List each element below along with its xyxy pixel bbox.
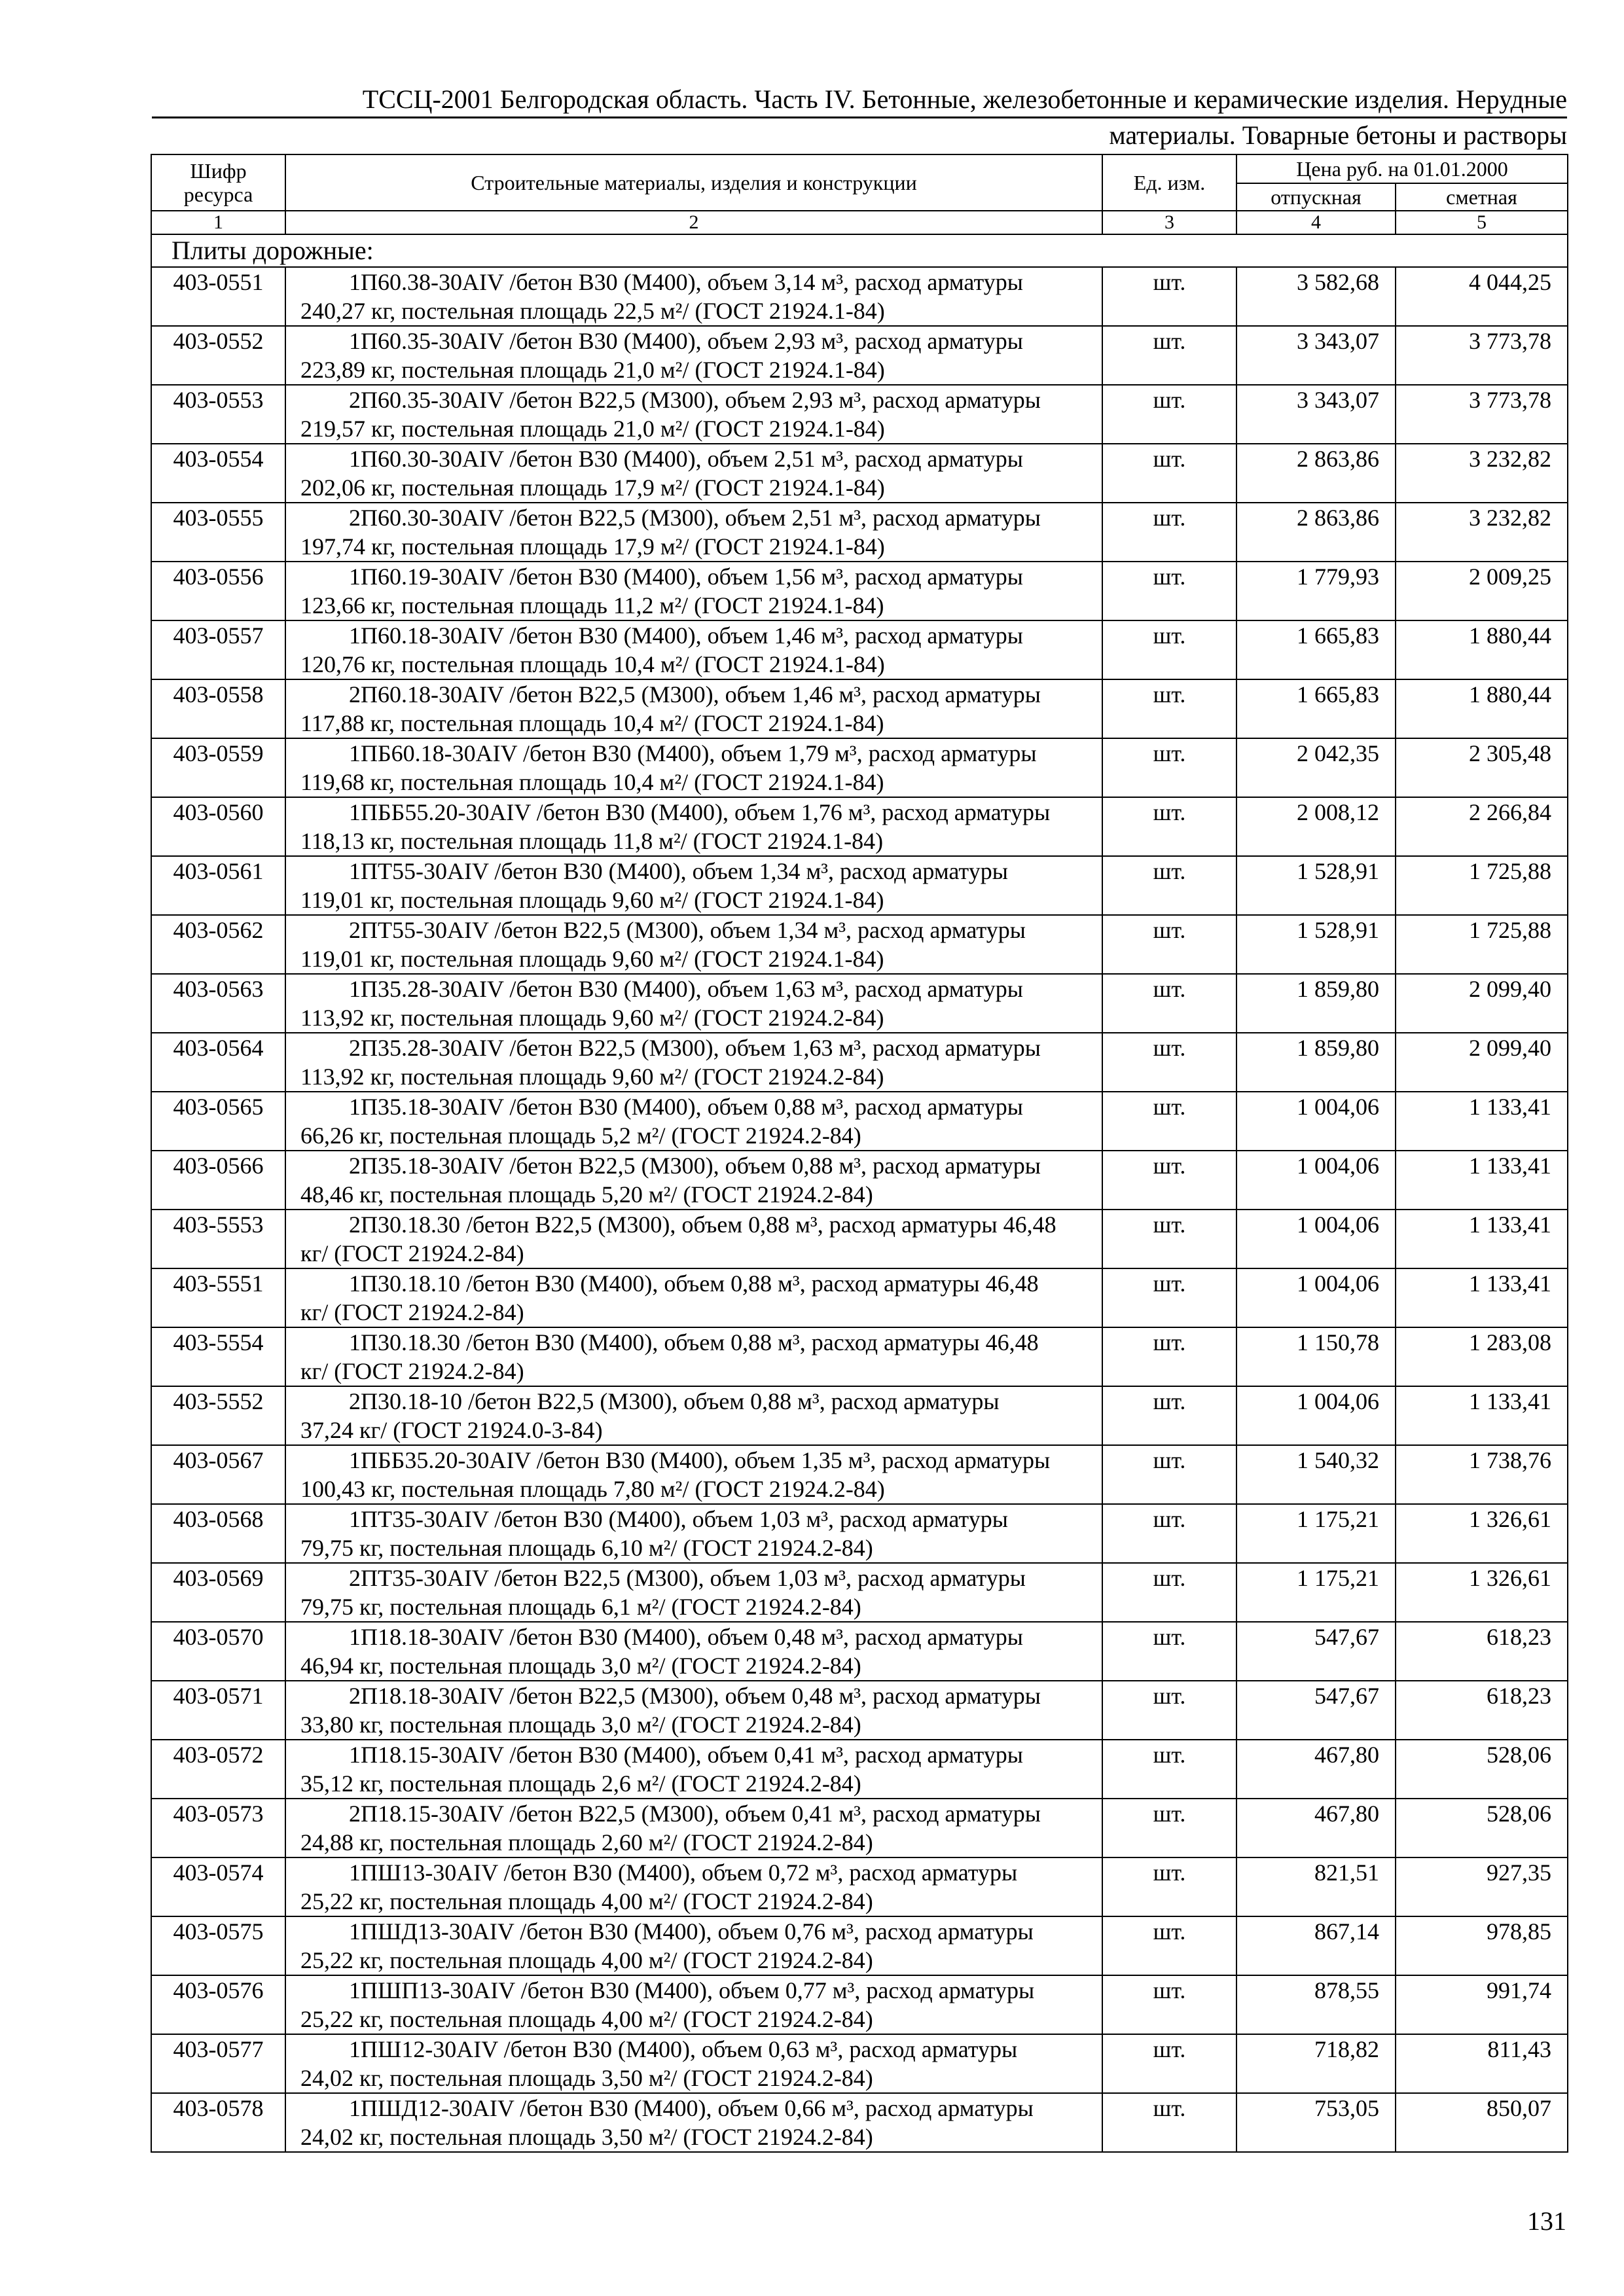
unit-of-measure: шт. (1102, 1563, 1236, 1622)
description-line-1: 1ПББ55.20-30АIV /бетон В30 (М400), объем 1,76 м³, расход арматуры (349, 799, 1051, 825)
page-header (152, 84, 1567, 151)
material-description (285, 1740, 1102, 1799)
table-row (151, 797, 1568, 856)
table-row (151, 1268, 1568, 1327)
estimate-price: 1 133,41 (1396, 1268, 1568, 1327)
header-unit: Ед. изм. (1102, 154, 1236, 211)
material-description (285, 267, 1102, 326)
description-line-1: 1ПБ60.18-30АIV /бетон В30 (М400), объем 1,79 м³, расход арматуры (349, 740, 1037, 766)
table-row (151, 1033, 1568, 1092)
material-description (285, 2093, 1102, 2152)
resource-code: 403-0559 (151, 738, 285, 797)
unit-of-measure: шт. (1102, 385, 1236, 444)
estimate-price: 2 099,40 (1396, 1033, 1568, 1092)
unit-of-measure: шт. (1102, 1857, 1236, 1916)
release-price: 1 779,93 (1236, 562, 1396, 620)
resource-code: 403-0574 (151, 1857, 285, 1916)
table-row (151, 1092, 1568, 1151)
description-line-1: 1ПШД12-30АIV /бетон В30 (М400), объем 0,66 м³, расход арматуры (349, 2095, 1034, 2121)
table-row (151, 679, 1568, 738)
description-line-2: 113,92 кг, постельная площадь 9,60 м²/ (ГОСТ 21924.2-84) (300, 1064, 884, 1090)
description-line-2: кг/ (ГОСТ 21924.2-84) (300, 1240, 524, 1266)
description-line-1: 1П60.30-30АIV /бетон В30 (М400), объем 2,51 м³, расход арматуры (349, 446, 1023, 472)
estimate-price: 3 232,82 (1396, 444, 1568, 503)
release-price: 1 859,80 (1236, 1033, 1396, 1092)
unit-of-measure: шт. (1102, 856, 1236, 915)
material-description (285, 1681, 1102, 1740)
table-row (151, 738, 1568, 797)
table-row (151, 1504, 1568, 1563)
header-price-estimate: сметная (1396, 183, 1568, 211)
unit-of-measure: шт. (1102, 1504, 1236, 1563)
description-line-2: 33,80 кг, постельная площадь 3,0 м²/ (ГОСТ 21924.2-84) (300, 1712, 861, 1738)
column-number: 1 (151, 211, 285, 234)
unit-of-measure: шт. (1102, 1916, 1236, 1975)
page-number: 131 (1527, 2206, 1566, 2236)
resource-code: 403-0566 (151, 1151, 285, 1210)
release-price: 467,80 (1236, 1740, 1396, 1799)
description-line-2: 223,89 кг, постельная площадь 21,0 м²/ (ГОСТ 21924.1-84) (300, 357, 885, 383)
material-description (285, 1386, 1102, 1445)
table-body (151, 234, 1568, 2152)
release-price: 1 665,83 (1236, 620, 1396, 679)
material-description (285, 562, 1102, 620)
material-description (285, 1563, 1102, 1622)
resource-code: 403-0560 (151, 797, 285, 856)
description-line-2: 24,02 кг, постельная площадь 3,50 м²/ (ГОСТ 21924.2-84) (300, 2065, 873, 2091)
release-price: 1 004,06 (1236, 1210, 1396, 1268)
table-row (151, 620, 1568, 679)
section-title: Плиты дорожные: (151, 234, 1568, 267)
table-header (151, 154, 1568, 234)
description-line-2: 118,13 кг, постельная площадь 11,8 м²/ (ГОСТ 21924.1-84) (300, 828, 884, 854)
unit-of-measure: шт. (1102, 267, 1236, 326)
description-line-2: 123,66 кг, постельная площадь 11,2 м²/ (ГОСТ 21924.1-84) (300, 592, 884, 619)
unit-of-measure: шт. (1102, 620, 1236, 679)
unit-of-measure: шт. (1102, 562, 1236, 620)
description-line-2: 25,22 кг, постельная площадь 4,00 м²/ (ГОСТ 21924.2-84) (300, 1947, 873, 1973)
description-line-1: 1ПТ55-30АIV /бетон В30 (М400), объем 1,34 м³, расход арматуры (349, 858, 1008, 884)
column-number: 4 (1236, 211, 1396, 234)
resource-code: 403-0556 (151, 562, 285, 620)
resource-code: 403-0555 (151, 503, 285, 562)
release-price: 3 343,07 (1236, 326, 1396, 385)
estimate-price: 1 133,41 (1396, 1386, 1568, 1445)
estimate-price: 850,07 (1396, 2093, 1568, 2152)
description-line-2: 113,92 кг, постельная площадь 9,60 м²/ (ГОСТ 21924.2-84) (300, 1005, 884, 1031)
column-number: 3 (1102, 211, 1236, 234)
description-line-1: 1П30.18.30 /бетон В30 (М400), объем 0,88 м³, расход арматуры 46,48 (349, 1329, 1039, 1355)
table-row (151, 1799, 1568, 1857)
column-number: 2 (285, 211, 1102, 234)
unit-of-measure: шт. (1102, 2093, 1236, 2152)
table-row (151, 1210, 1568, 1268)
column-numbers-row (151, 211, 1568, 234)
resource-code: 403-0572 (151, 1740, 285, 1799)
estimate-price: 1 725,88 (1396, 915, 1568, 974)
resource-code: 403-0553 (151, 385, 285, 444)
unit-of-measure: шт. (1102, 503, 1236, 562)
unit-of-measure: шт. (1102, 1033, 1236, 1092)
estimate-price: 2 099,40 (1396, 974, 1568, 1033)
description-line-1: 2П60.35-30АIV /бетон В22,5 (М300), объем 2,93 м³, расход арматуры (349, 387, 1041, 413)
price-table (151, 154, 1568, 2153)
material-description (285, 1799, 1102, 1857)
description-line-2: 240,27 кг, постельная площадь 22,5 м²/ (ГОСТ 21924.1-84) (300, 298, 885, 324)
table-row (151, 915, 1568, 974)
release-price: 3 582,68 (1236, 267, 1396, 326)
release-price: 2 863,86 (1236, 444, 1396, 503)
material-description (285, 1092, 1102, 1151)
estimate-price: 811,43 (1396, 2034, 1568, 2093)
table-row (151, 974, 1568, 1033)
resource-code: 403-0565 (151, 1092, 285, 1151)
material-description (285, 1445, 1102, 1504)
estimate-price: 1 880,44 (1396, 679, 1568, 738)
table-row (151, 1386, 1568, 1445)
material-description (285, 1857, 1102, 1916)
release-price: 2 008,12 (1236, 797, 1396, 856)
resource-code: 403-0563 (151, 974, 285, 1033)
estimate-price: 1 133,41 (1396, 1210, 1568, 1268)
estimate-price: 978,85 (1396, 1916, 1568, 1975)
release-price: 2 863,86 (1236, 503, 1396, 562)
unit-of-measure: шт. (1102, 1681, 1236, 1740)
header-price-group: Цена руб. на 01.01.2000 (1236, 154, 1568, 183)
unit-of-measure: шт. (1102, 1740, 1236, 1799)
estimate-price: 618,23 (1396, 1622, 1568, 1681)
release-price: 547,67 (1236, 1622, 1396, 1681)
description-line-1: 1ПББ35.20-30АIV /бетон В30 (М400), объем 1,35 м³, расход арматуры (349, 1447, 1051, 1473)
estimate-price: 1 738,76 (1396, 1445, 1568, 1504)
estimate-price: 1 283,08 (1396, 1327, 1568, 1386)
unit-of-measure: шт. (1102, 1210, 1236, 1268)
table-row (151, 562, 1568, 620)
estimate-price: 4 044,25 (1396, 267, 1568, 326)
description-line-2: 100,43 кг, постельная площадь 7,80 м²/ (ГОСТ 21924.2-84) (300, 1476, 885, 1502)
unit-of-measure: шт. (1102, 1445, 1236, 1504)
description-line-1: 2ПТ55-30АIV /бетон В22,5 (М300), объем 1,34 м³, расход арматуры (349, 917, 1026, 943)
table-row (151, 1975, 1568, 2034)
description-line-1: 2П30.18-10 /бетон В22,5 (М300), объем 0,88 м³, расход арматуры (349, 1388, 1000, 1414)
resource-code: 403-0551 (151, 267, 285, 326)
resource-code: 403-5554 (151, 1327, 285, 1386)
description-line-1: 1ПШ13-30АIV /бетон В30 (М400), объем 0,72 м³, расход арматуры (349, 1859, 1018, 1886)
estimate-price: 1 133,41 (1396, 1151, 1568, 1210)
column-number: 5 (1396, 211, 1568, 234)
unit-of-measure: шт. (1102, 1975, 1236, 2034)
material-description (285, 326, 1102, 385)
resource-code: 403-5552 (151, 1386, 285, 1445)
material-description (285, 1268, 1102, 1327)
release-price: 1 004,06 (1236, 1386, 1396, 1445)
resource-code: 403-0571 (151, 1681, 285, 1740)
estimate-price: 3 232,82 (1396, 503, 1568, 562)
unit-of-measure: шт. (1102, 1268, 1236, 1327)
table-row (151, 1445, 1568, 1504)
table-row (151, 1857, 1568, 1916)
table-row (151, 326, 1568, 385)
resource-code: 403-0564 (151, 1033, 285, 1092)
description-line-2: 35,12 кг, постельная площадь 2,6 м²/ (ГОСТ 21924.2-84) (300, 1770, 861, 1797)
description-line-2: 46,94 кг, постельная площадь 3,0 м²/ (ГОСТ 21924.2-84) (300, 1653, 861, 1679)
estimate-price: 1 326,61 (1396, 1563, 1568, 1622)
release-price: 1 528,91 (1236, 915, 1396, 974)
unit-of-measure: шт. (1102, 1622, 1236, 1681)
description-line-2: 119,01 кг, постельная площадь 9,60 м²/ (ГОСТ 21924.1-84) (300, 887, 884, 913)
description-line-1: 1П18.15-30АIV /бетон В30 (М400), объем 0,41 м³, расход арматуры (349, 1742, 1023, 1768)
material-description (285, 1975, 1102, 2034)
description-line-2: 48,46 кг, постельная площадь 5,20 м²/ (ГОСТ 21924.2-84) (300, 1181, 873, 1208)
unit-of-measure: шт. (1102, 679, 1236, 738)
unit-of-measure: шт. (1102, 974, 1236, 1033)
material-description (285, 974, 1102, 1033)
resource-code: 403-0567 (151, 1445, 285, 1504)
material-description (285, 915, 1102, 974)
release-price: 821,51 (1236, 1857, 1396, 1916)
estimate-price: 3 773,78 (1396, 385, 1568, 444)
release-price: 1 528,91 (1236, 856, 1396, 915)
release-price: 718,82 (1236, 2034, 1396, 2093)
material-description (285, 2034, 1102, 2093)
description-line-1: 2П18.15-30АIV /бетон В22,5 (М300), объем 0,41 м³, расход арматуры (349, 1801, 1041, 1827)
release-price: 3 343,07 (1236, 385, 1396, 444)
estimate-price: 618,23 (1396, 1681, 1568, 1740)
unit-of-measure: шт. (1102, 1327, 1236, 1386)
material-description (285, 1504, 1102, 1563)
table-row (151, 856, 1568, 915)
table-row (151, 1327, 1568, 1386)
estimate-price: 1 880,44 (1396, 620, 1568, 679)
release-price: 1 004,06 (1236, 1268, 1396, 1327)
material-description (285, 444, 1102, 503)
estimate-price: 991,74 (1396, 1975, 1568, 2034)
description-line-1: 1П60.18-30АIV /бетон В30 (М400), объем 1,46 м³, расход арматуры (349, 622, 1023, 649)
estimate-price: 927,35 (1396, 1857, 1568, 1916)
description-line-2: 120,76 кг, постельная площадь 10,4 м²/ (ГОСТ 21924.1-84) (300, 651, 885, 677)
estimate-price: 528,06 (1396, 1799, 1568, 1857)
release-price: 867,14 (1236, 1916, 1396, 1975)
description-line-1: 1П60.38-30АIV /бетон В30 (М400), объем 3,14 м³, расход арматуры (349, 269, 1023, 295)
description-line-1: 1П60.19-30АIV /бетон В30 (М400), объем 1,56 м³, расход арматуры (349, 564, 1023, 590)
material-description (285, 1210, 1102, 1268)
release-price: 467,80 (1236, 1799, 1396, 1857)
table-row (151, 503, 1568, 562)
material-description (285, 1622, 1102, 1681)
description-line-2: 202,06 кг, постельная площадь 17,9 м²/ (ГОСТ 21924.1-84) (300, 475, 885, 501)
resource-code: 403-5551 (151, 1268, 285, 1327)
description-line-2: 79,75 кг, постельная площадь 6,10 м²/ (ГОСТ 21924.2-84) (300, 1535, 873, 1561)
description-line-1: 2П60.30-30АIV /бетон В22,5 (М300), объем 2,51 м³, расход арматуры (349, 505, 1041, 531)
estimate-price: 1 725,88 (1396, 856, 1568, 915)
release-price: 547,67 (1236, 1681, 1396, 1740)
resource-code: 403-0552 (151, 326, 285, 385)
resource-code: 403-0569 (151, 1563, 285, 1622)
description-line-1: 1ПШД13-30АIV /бетон В30 (М400), объем 0,76 м³, расход арматуры (349, 1918, 1034, 1945)
release-price: 1 665,83 (1236, 679, 1396, 738)
resource-code: 403-0576 (151, 1975, 285, 2034)
description-line-1: 2П35.18-30АIV /бетон В22,5 (М300), объем 0,88 м³, расход арматуры (349, 1153, 1041, 1179)
unit-of-measure: шт. (1102, 738, 1236, 797)
header-name: Строительные материалы, изделия и конструкции (285, 154, 1102, 211)
table-row (151, 1740, 1568, 1799)
resource-code: 403-0573 (151, 1799, 285, 1857)
header-line-1: ТССЦ-2001 Белгородская область. Часть IV. Бетонные, железобетонные и керамические изделия. Нерудные (362, 84, 1567, 114)
description-line-2: кг/ (ГОСТ 21924.2-84) (300, 1358, 524, 1384)
description-line-2: 117,88 кг, постельная площадь 10,4 м²/ (ГОСТ 21924.1-84) (300, 710, 884, 736)
description-line-1: 2П30.18.30 /бетон В22,5 (М300), объем 0,88 м³, расход арматуры 46,48 (349, 1211, 1056, 1238)
description-line-1: 1ПШП13-30АIV /бетон В30 (М400), объем 0,77 м³, расход арматуры (349, 1977, 1035, 2003)
table-row (151, 1563, 1568, 1622)
resource-code: 403-0568 (151, 1504, 285, 1563)
material-description (285, 385, 1102, 444)
description-line-1: 1ПТ35-30АIV /бетон В30 (М400), объем 1,03 м³, расход арматуры (349, 1506, 1008, 1532)
release-price: 1 004,06 (1236, 1092, 1396, 1151)
unit-of-measure: шт. (1102, 444, 1236, 503)
description-line-1: 2П60.18-30АIV /бетон В22,5 (М300), объем 1,46 м³, расход арматуры (349, 681, 1041, 708)
unit-of-measure: шт. (1102, 1386, 1236, 1445)
resource-code: 403-0575 (151, 1916, 285, 1975)
description-line-2: 197,74 кг, постельная площадь 17,9 м²/ (ГОСТ 21924.1-84) (300, 533, 885, 560)
header-price-release: отпускная (1236, 183, 1396, 211)
estimate-price: 3 773,78 (1396, 326, 1568, 385)
description-line-2: 24,02 кг, постельная площадь 3,50 м²/ (ГОСТ 21924.2-84) (300, 2124, 873, 2150)
release-price: 1 150,78 (1236, 1327, 1396, 1386)
description-line-1: 1П30.18.10 /бетон В30 (М400), объем 0,88 м³, расход арматуры 46,48 (349, 1270, 1039, 1297)
description-line-1: 1П35.18-30АIV /бетон В30 (М400), объем 0,88 м³, расход арматуры (349, 1094, 1023, 1120)
section-row (151, 234, 1568, 267)
description-line-2: 25,22 кг, постельная площадь 4,00 м²/ (ГОСТ 21924.2-84) (300, 1888, 873, 1914)
material-description (285, 1327, 1102, 1386)
resource-code: 403-0570 (151, 1622, 285, 1681)
description-line-2: 37,24 кг/ (ГОСТ 21924.0-3-84) (300, 1417, 603, 1443)
table-row (151, 267, 1568, 326)
unit-of-measure: шт. (1102, 326, 1236, 385)
estimate-price: 2 266,84 (1396, 797, 1568, 856)
estimate-price: 2 305,48 (1396, 738, 1568, 797)
description-line-2: 25,22 кг, постельная площадь 4,00 м²/ (ГОСТ 21924.2-84) (300, 2006, 873, 2032)
release-price: 1 175,21 (1236, 1563, 1396, 1622)
material-description (285, 679, 1102, 738)
table-row (151, 1151, 1568, 1210)
release-price: 1 004,06 (1236, 1151, 1396, 1210)
material-description (285, 1916, 1102, 1975)
resource-code: 403-0558 (151, 679, 285, 738)
resource-code: 403-0561 (151, 856, 285, 915)
description-line-2: 66,26 кг, постельная площадь 5,2 м²/ (ГОСТ 21924.2-84) (300, 1122, 861, 1149)
resource-code: 403-5553 (151, 1210, 285, 1268)
unit-of-measure: шт. (1102, 797, 1236, 856)
table-row (151, 385, 1568, 444)
description-line-1: 1П60.35-30АIV /бетон В30 (М400), объем 2,93 м³, расход арматуры (349, 328, 1023, 354)
description-line-2: 79,75 кг, постельная площадь 6,1 м²/ (ГОСТ 21924.2-84) (300, 1594, 861, 1620)
table-row (151, 1681, 1568, 1740)
unit-of-measure: шт. (1102, 2034, 1236, 2093)
table-row (151, 1622, 1568, 1681)
material-description (285, 856, 1102, 915)
table-row (151, 1916, 1568, 1975)
unit-of-measure: шт. (1102, 1799, 1236, 1857)
description-line-1: 2П18.18-30АIV /бетон В22,5 (М300), объем 0,48 м³, расход арматуры (349, 1683, 1041, 1709)
description-line-1: 2ПТ35-30АIV /бетон В22,5 (М300), объем 1,03 м³, расход арматуры (349, 1565, 1026, 1591)
description-line-2: кг/ (ГОСТ 21924.2-84) (300, 1299, 524, 1325)
table-row (151, 2093, 1568, 2152)
resource-code: 403-0577 (151, 2034, 285, 2093)
material-description (285, 738, 1102, 797)
description-line-2: 119,68 кг, постельная площадь 10,4 м²/ (ГОСТ 21924.1-84) (300, 769, 884, 795)
description-line-1: 1П35.28-30АIV /бетон В30 (М400), объем 1,63 м³, расход арматуры (349, 976, 1023, 1002)
resource-code: 403-0554 (151, 444, 285, 503)
description-line-2: 219,57 кг, постельная площадь 21,0 м²/ (ГОСТ 21924.1-84) (300, 416, 885, 442)
material-description (285, 503, 1102, 562)
description-line-2: 24,88 кг, постельная площадь 2,60 м²/ (ГОСТ 21924.2-84) (300, 1829, 873, 1856)
unit-of-measure: шт. (1102, 1092, 1236, 1151)
estimate-price: 1 133,41 (1396, 1092, 1568, 1151)
material-description (285, 1033, 1102, 1092)
release-price: 1 859,80 (1236, 974, 1396, 1033)
table-row (151, 444, 1568, 503)
description-line-2: 119,01 кг, постельная площадь 9,60 м²/ (ГОСТ 21924.1-84) (300, 946, 884, 972)
price-table-container (151, 154, 1567, 2153)
table-row (151, 2034, 1568, 2093)
header-line-2: материалы. Товарные бетоны и растворы (1109, 120, 1567, 150)
release-price: 2 042,35 (1236, 738, 1396, 797)
resource-code: 403-0562 (151, 915, 285, 974)
release-price: 1 540,32 (1236, 1445, 1396, 1504)
header-code: Шифр ресурса (151, 154, 285, 211)
description-line-1: 2П35.28-30АIV /бетон В22,5 (М300), объем 1,63 м³, расход арматуры (349, 1035, 1041, 1061)
description-line-1: 1ПШ12-30АIV /бетон В30 (М400), объем 0,63 м³, расход арматуры (349, 2036, 1018, 2062)
material-description (285, 1151, 1102, 1210)
release-price: 1 175,21 (1236, 1504, 1396, 1563)
material-description (285, 620, 1102, 679)
release-price: 753,05 (1236, 2093, 1396, 2152)
unit-of-measure: шт. (1102, 1151, 1236, 1210)
resource-code: 403-0557 (151, 620, 285, 679)
unit-of-measure: шт. (1102, 915, 1236, 974)
resource-code: 403-0578 (151, 2093, 285, 2152)
estimate-price: 528,06 (1396, 1740, 1568, 1799)
release-price: 878,55 (1236, 1975, 1396, 2034)
estimate-price: 1 326,61 (1396, 1504, 1568, 1563)
estimate-price: 2 009,25 (1396, 562, 1568, 620)
description-line-1: 1П18.18-30АIV /бетон В30 (М400), объем 0,48 м³, расход арматуры (349, 1624, 1023, 1650)
header-rule (152, 117, 1567, 118)
material-description (285, 797, 1102, 856)
